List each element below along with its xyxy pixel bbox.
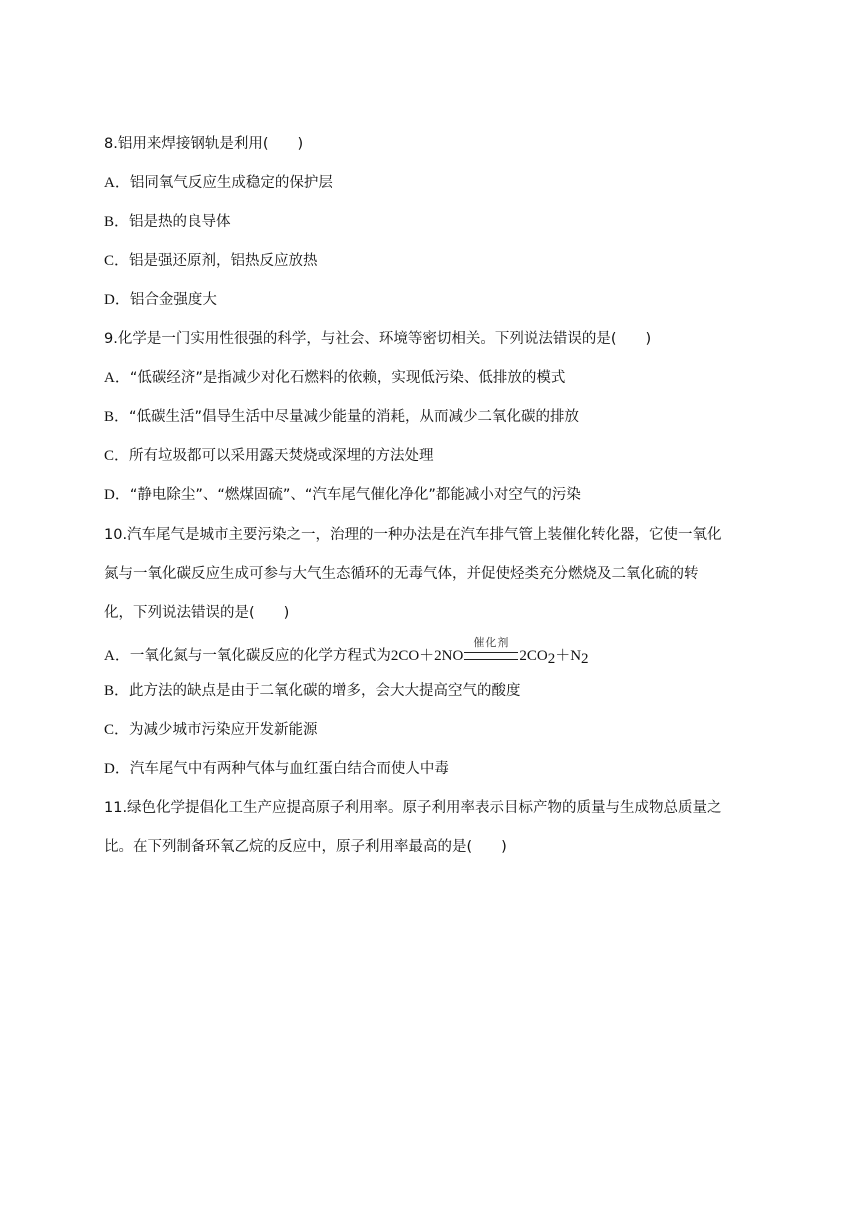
option-letter: C． [104, 253, 130, 269]
option-text: “静电除尘”、“燃煤固硫”、“汽车尾气催化净化”都能减小对空气的污染 [129, 487, 581, 503]
question-10-stem-line-2: 氮与一氧化碳反应生成可参与大气生态循环的无毒气体，并促使烃类充分燃烧及二氧化硫的转 [104, 566, 699, 582]
formula-subscript: 2 [547, 651, 556, 667]
formula-subscript: 2 [581, 651, 589, 667]
question-9-stem: 9.化学是一门实用性很强的科学，与社会、环境等密切相关。下列说法错误的是( ) [104, 331, 652, 347]
option-text: 铝同氧气反应生成稳定的保护层 [129, 175, 333, 191]
option-letter: C． [104, 722, 130, 738]
question-9-option-b [104, 407, 579, 427]
question-8-option-a [104, 173, 333, 193]
double-bar [464, 652, 518, 660]
option-text: 为减少城市污染应开发新能源 [129, 722, 318, 738]
option-text: 汽车尾气中有两种气体与血红蛋白结合而使人中毒 [129, 761, 449, 777]
option-text: “低碳经济”是指减少对化石燃料的依赖，实现低污染、低排放的模式 [129, 370, 566, 386]
formula-product-n2: ＋N [555, 648, 582, 664]
option-letter: B． [104, 409, 130, 425]
option-text: 一氧化氮与一氧化碳反应的化学方程式为 [129, 648, 391, 664]
catalyst-equals-sign [464, 636, 518, 660]
formula-reactants: 2CO＋2NO [390, 648, 464, 664]
option-text: 铝是热的良导体 [129, 214, 231, 230]
question-10-stem-line-1: 10.汽车尾气是城市主要污染之一，治理的一种办法是在汽车排气管上装催化转化器，它使一氧化 [104, 527, 722, 543]
question-11-stem-line-1: 11.绿色化学提倡化工生产应提高原子利用率。原子利用率表示目标产物的质量与生成物总质量之 [104, 800, 722, 816]
question-10-option-b [104, 681, 521, 701]
option-letter: B． [104, 214, 130, 230]
option-letter: C． [104, 448, 130, 464]
question-11-stem-line-2: 比。在下列制备环氧乙烷的反应中，原子利用率最高的是( ) [104, 839, 507, 855]
option-text: “低碳生活”倡导生活中尽量减少能量的消耗，从而减少二氧化碳的排放 [129, 409, 580, 425]
question-10-option-c [104, 720, 318, 740]
formula-product-co2: 2CO [519, 648, 548, 664]
question-8-option-d [104, 290, 217, 310]
question-8-stem: 8.铝用来焊接钢轨是利用( ) [104, 136, 304, 152]
question-9-option-d [104, 485, 581, 505]
question-10-stem-line-3: 化，下列说法错误的是( ) [104, 605, 290, 621]
option-text: 此方法的缺点是由于二氧化碳的增多，会大大提高空气的酸度 [129, 683, 521, 699]
question-9-option-a [104, 368, 565, 388]
option-text: 铝是强还原剂，铝热反应放热 [129, 253, 318, 269]
question-8-option-b [104, 212, 231, 232]
option-text: 铝合金强度大 [129, 292, 217, 308]
option-letter: D． [104, 292, 130, 308]
question-9-option-c [104, 446, 434, 466]
option-letter: A． [104, 370, 130, 386]
option-text: 所有垃圾都可以采用露天焚烧或深埋的方法处理 [129, 448, 434, 464]
question-8-option-c [104, 251, 318, 271]
option-letter: D． [104, 487, 130, 503]
question-10-option-a [104, 636, 589, 669]
option-letter: A． [104, 175, 130, 191]
option-letter: B． [104, 683, 130, 699]
question-10-option-d [104, 759, 449, 779]
catalyst-label: 催化剂 [473, 636, 510, 649]
option-letter: D． [104, 761, 130, 777]
option-letter: A． [104, 648, 130, 664]
